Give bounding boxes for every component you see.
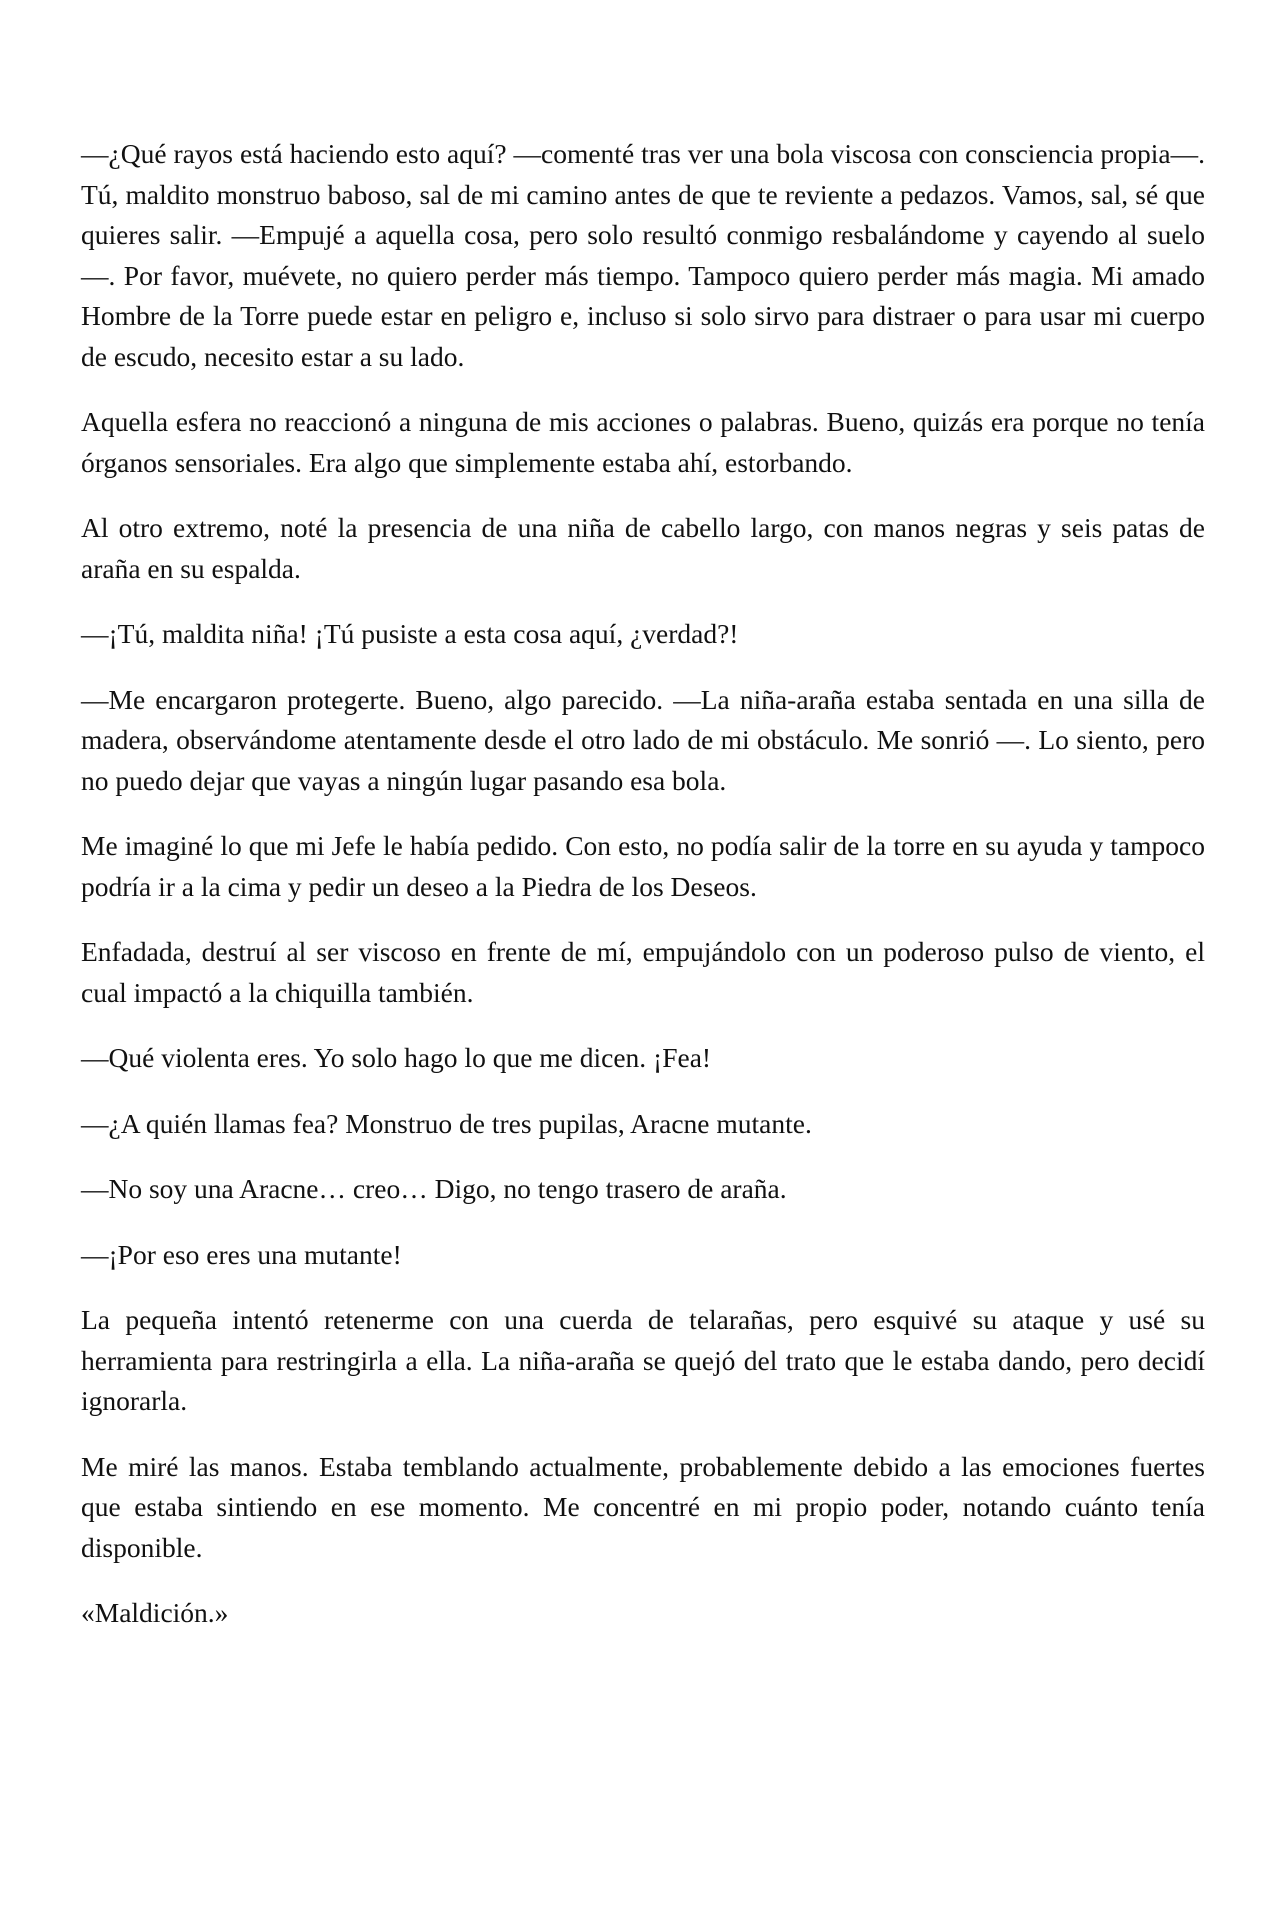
paragraph: Al otro extremo, noté la presencia de una niña de cabello largo, con manos negras y seis patas de araña en su espalda. [81, 512, 1205, 584]
paragraph: Me miré las manos. Estaba temblando actualmente, probablemente debido a las emociones fuertes que estaba sintiendo en ese momento. Me concentré en mi propio poder, notando cuánto tenía disponible. [81, 1450, 1205, 1563]
paragraph: —¿Qué rayos está haciendo esto aquí? —comenté tras ver una bola viscosa con consciencia propia—. Tú, maldito monstruo baboso, sal de mi camino antes de que te reviente a pedazos. Vamos, sal, sé que quieres salir. —Empujé a aquella cosa, pero solo resultó conmigo resbalándome y cayendo al suelo—. Por favor, muévete, no quiero perder más tiempo. Tampoco quiero perder más magia. Mi amado Hombre de la Torre puede estar en peligro e, incluso si solo sirvo para distraer o para usar mi cuerpo de escudo, necesito estar a su lado. [81, 138, 1205, 372]
paragraph: —¡Tú, maldita niña! ¡Tú pusiste a esta cosa aquí, ¿verdad?! [81, 618, 739, 649]
paragraph: —¡Por eso eres una mutante! [81, 1238, 402, 1270]
paragraph: Me imaginé lo que mi Jefe le había pedido. Con esto, no podía salir de la torre en su ayuda y tampoco podría ir a la cima y pedir un deseo a la Piedra de los Deseos. [81, 830, 1205, 902]
paragraph: Enfadada, destruí al ser viscoso en frente de mí, empujándolo con un poderoso pulso de viento, el cual impactó a la chiquilla también. [81, 936, 1205, 1008]
paragraph: —Qué violenta eres. Yo solo hago lo que me dicen. ¡Fea! [81, 1042, 712, 1073]
paragraph: La pequeña intentó retenerme con una cuerda de telarañas, pero esquivé su ataque y usé su herramienta para restringirla a ella. La niña-araña se quejó del trato que le estaba dando, pero decidí ignorarla. [81, 1304, 1205, 1416]
paragraph: Aquella esfera no reaccionó a ninguna de mis acciones o palabras. Bueno, quizás era porque no tenía órganos sensoriales. Era algo que simplemente estaba ahí, estorbando. [81, 406, 1205, 478]
text-body [81, 134, 1205, 1634]
paragraph: —Me encargaron protegerte. Bueno, algo parecido. —La niña-araña estaba sentada en una silla de madera, observándome atentamente desde el otro lado de mi obstáculo. Me sonrió —. Lo siento, pero no puedo dejar que vayas a ningún lugar pasando esa bola. [81, 683, 1205, 796]
paragraph: —No soy una Aracne… creo… Digo, no tengo trasero de araña. [81, 1173, 787, 1204]
paragraph: «Maldición.» [81, 1597, 229, 1628]
paragraph: —¿A quién llamas fea? Monstruo de tres pupilas, Aracne mutante. [81, 1107, 812, 1139]
